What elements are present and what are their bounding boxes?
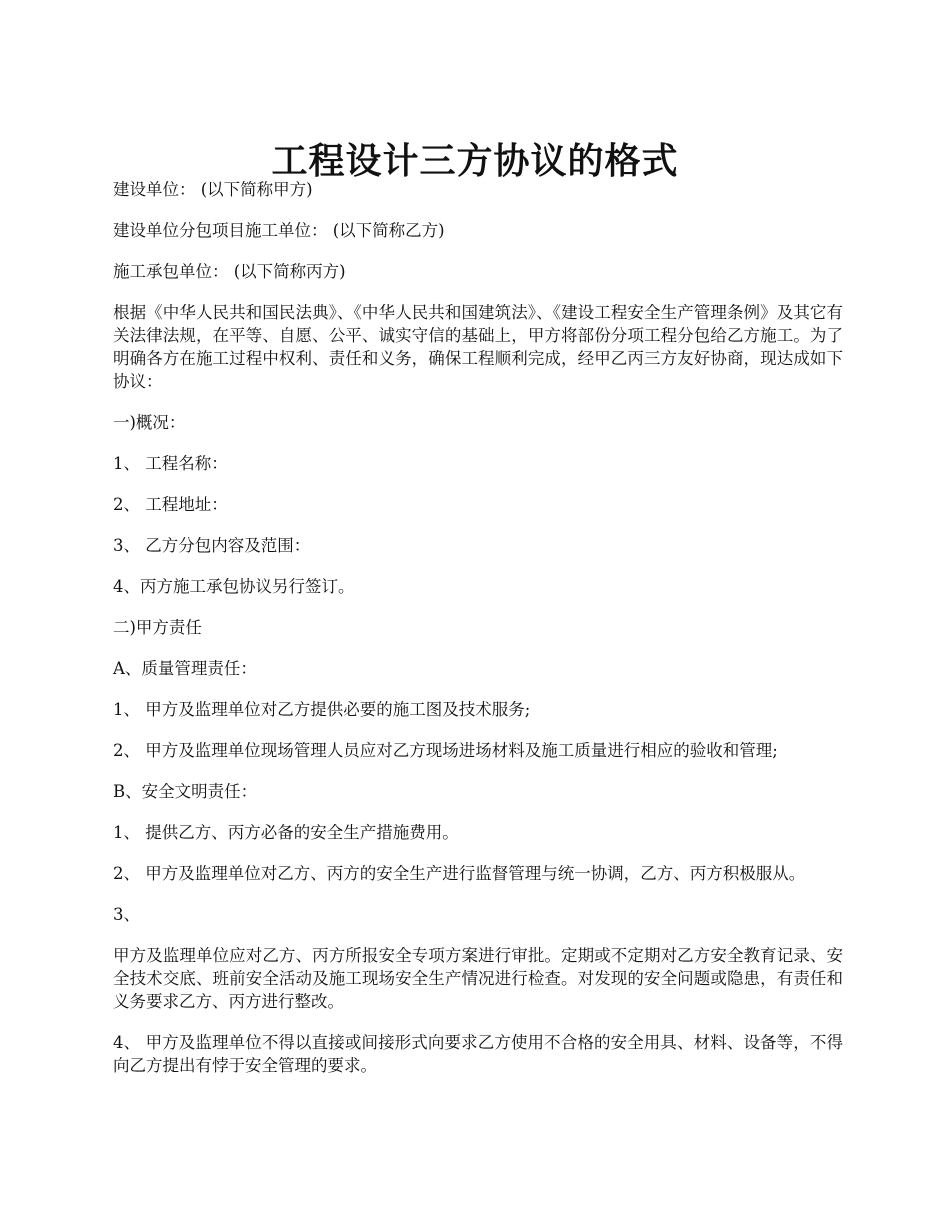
paragraph-safety-2: 2、 甲方及监理单位对乙方、丙方的安全生产进行监督管理与统一协调，乙方、丙方积极服从。 (113, 864, 806, 883)
paragraph-party-c-agreement: 4、丙方施工承包协议另行签订。 (113, 577, 355, 596)
paragraph-preamble: 根据《中华人民共和国民法典》、《中华人民共和国建筑法》、《建设工程安全生产管理条例》及其它有关法律法规，在平等、自愿、公平、诚实守信的基础上，甲方将部份分项工程分包给乙方施工。为了明确各方在施工过程中权利、责任和义务，确保工程顺利完成，经甲乙丙三方友好协商，现达成如下协议： (113, 303, 843, 391)
paragraph-quality-2: 2、 甲方及监理单位现场管理人员应对乙方现场进场材料及施工质量进行相应的验收和管理; (113, 741, 778, 760)
paragraph-safety-4: 4、 甲方及监理单位不得以直接或间接形式向要求乙方使用不合格的安全用具、材料、设备等，不得向乙方提出有悖于安全管理的要求。 (113, 1033, 843, 1075)
paragraph-project-name: 1、 工程名称： (113, 454, 228, 473)
paragraph-project-address: 2、 工程地址： (113, 495, 228, 514)
paragraph-party-b: 建设单位分包项目施工单位： (以下简称乙方) (113, 221, 445, 240)
paragraph-safety-1: 1、 提供乙方、丙方必备的安全生产措施费用。 (113, 823, 459, 842)
paragraph-party-a: 建设单位： (以下简称甲方) (113, 180, 313, 199)
subsection-heading-safety: B、安全文明责任： (113, 782, 258, 801)
document-title: 工程设计三方协议的格式 (271, 140, 679, 183)
paragraph-safety-3-number: 3、 (113, 905, 140, 924)
paragraph-quality-1: 1、 甲方及监理单位对乙方提供必要的施工图及技术服务; (113, 700, 531, 719)
paragraph-subcontract-scope: 3、 乙方分包内容及范围： (113, 536, 311, 555)
subsection-heading-quality: A、质量管理责任： (113, 659, 257, 678)
paragraph-safety-3-body: 甲方及监理单位应对乙方、丙方所报安全专项方案进行审批。定期或不定期对乙方安全教育记录、安全技术交底、班前安全活动及施工现场安全生产情况进行检查。对发现的安全问题或隐患，有责任和义务要求乙方、丙方进行整改。 (113, 946, 843, 1011)
paragraph-party-c: 施工承包单位： (以下简称丙方) (113, 262, 346, 281)
document-body (113, 178, 843, 1095)
section-heading-party-a-responsibility: 二)甲方责任 (113, 618, 202, 637)
section-heading-overview: 一)概况： (113, 413, 186, 432)
